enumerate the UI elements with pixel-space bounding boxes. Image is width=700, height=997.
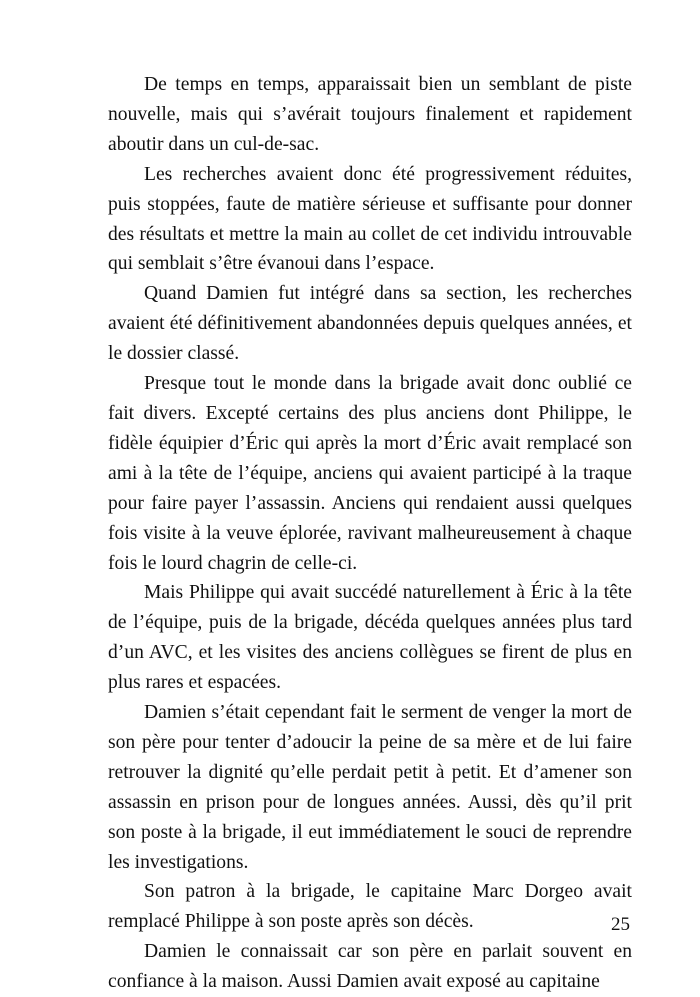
paragraph-7: Son patron à la brigade, le capitaine Marc Dorgeo avait remplacé Philippe à son poste après son décès. [108, 881, 632, 933]
paragraph-8: Damien le connaissait car son père en parlait souvent en confiance à la maison. Aussi Damien avait exposé au capitaine [108, 941, 632, 993]
page-number: 25 [611, 914, 630, 935]
body-text [108, 70, 632, 997]
paragraph-4: Presque tout le monde dans la brigade avait donc oublié ce fait divers. Excepté certains des plus anciens dont Philippe, le fidèle équipier d’Éric qui après la mort d’Éric avait remplacé son ami à la tête de l’équipe, anciens qui avaient participé à la traque pour faire payer l’assassin. Anciens qui rendaient aussi quelques fois visite à la veuve éplorée, ravivant malheureusement à chaque fois le lourd chagrin de celle-ci. [108, 373, 632, 574]
paragraph-5: Mais Philippe qui avait succédé naturellement à Éric à la tête de l’équipe, puis de la brigade, décéda quelques années plus tard d’un AVC, et les visites des anciens collègues se firent de plus en plus rares et espacées. [108, 582, 632, 694]
paragraph-6: Damien s’était cependant fait le serment de venger la mort de son père pour tenter d’adoucir la peine de sa mère et de lui faire retrouver la dignité qu’elle perdait petit à petit. Et d’amener son assassin en prison pour de longues années. Aussi, dès qu’il prit son poste à la brigade, il eut immédiatement le souci de reprendre les investigations. [108, 702, 632, 873]
paragraph-2: Les recherches avaient donc été progressivement réduites, puis stoppées, faute de matière sérieuse et suffisante pour donner des résultats et mettre la main au collet de cet individu introuvable qui semblait s’être évanoui dans l’espace. [108, 163, 632, 275]
paragraph-3: Quand Damien fut intégré dans sa section, les recherches avaient été définitivement abandonnées depuis quelques années, et le dossier classé. [108, 283, 632, 365]
paragraph-1: De temps en temps, apparaissait bien un semblant de piste nouvelle, mais qui s’avérait toujours finalement et rapidement aboutir dans un cul-de-sac. [108, 74, 632, 155]
